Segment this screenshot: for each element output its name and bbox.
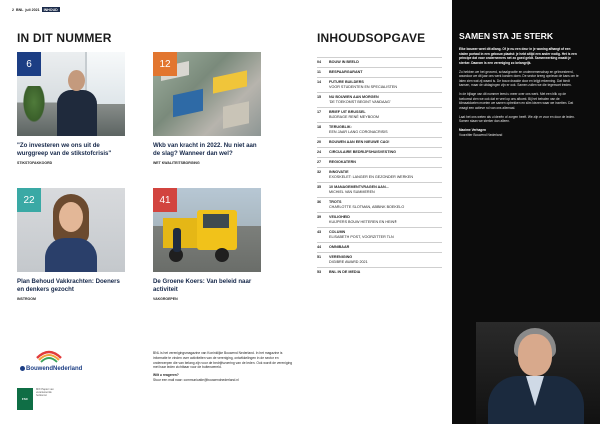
page-badge: 12 bbox=[153, 52, 177, 76]
logo-mark-icon bbox=[34, 346, 64, 364]
magazine-name: BNL bbox=[16, 7, 24, 12]
toc-item-subtitle: ELISABETH POST, VOORZITTER TLN bbox=[329, 235, 394, 240]
table-of-contents bbox=[317, 57, 442, 277]
feature-title: Wkb van kracht in 2022. Nu niet aan de slag? Wanneer dan wel? bbox=[153, 142, 257, 157]
toc-page-number: 36 bbox=[317, 200, 322, 205]
toc-item[interactable] bbox=[317, 92, 442, 107]
toc-item[interactable] bbox=[317, 67, 442, 77]
toc-page-number: 14 bbox=[317, 80, 322, 85]
toc-page-number: 04 bbox=[317, 60, 322, 65]
feature-card-1[interactable] bbox=[17, 52, 125, 165]
toc-page-number: 18 bbox=[317, 125, 322, 130]
toc-item[interactable] bbox=[317, 227, 442, 242]
toc-item-title: INNOVATIE bbox=[329, 170, 349, 175]
section-title-in-dit-nummer: IN DIT NUMMER bbox=[17, 31, 112, 45]
column-paragraph: Zo hebben we het gevoerd, schaalgrootte en ondernemerschap en geïnvesteerd, waardoor we dit jaar ons werk konden doen. De sector kreeg opnieuw de kans om te laten zien wat zij waard is. De bouw draaide door en krijgt erkenning. Dat biedt kansen, maar de uitdagingen zijn er ook. Samen zullen we die tegemoet treden. bbox=[459, 69, 579, 88]
toc-page-number: 53 bbox=[317, 270, 322, 275]
toc-item-title: 10 MANAGEMENTVRAGEN AAN... bbox=[329, 185, 389, 190]
column-paragraph: Laat het ons weten als u ideeën of zorgen heeft. We zijn er voor en door de leden. Samen staan we sterker dan alleen. bbox=[459, 114, 575, 124]
toc-item-subtitle: KUIJPERS BOUW HETEREN EN HEIN® bbox=[329, 220, 397, 225]
feature-title: De Groene Koers: Van beleid naar activiteit bbox=[153, 278, 252, 293]
toc-item-subtitle: VOOR STUDENTEN EN SPECIALISTEN bbox=[329, 85, 398, 90]
feature-title: "Zo investeren we ons uit de wurggreep van de stikstofcrisis" bbox=[17, 142, 112, 157]
toc-page-number: 17 bbox=[317, 110, 322, 115]
toc-item-subtitle: BIJDRAGE RENÉ MEYBOOM bbox=[329, 115, 379, 120]
toc-item[interactable] bbox=[317, 197, 442, 212]
toc-item[interactable] bbox=[317, 157, 442, 167]
toc-item[interactable] bbox=[317, 137, 442, 147]
toc-item[interactable] bbox=[317, 122, 442, 137]
colophon bbox=[153, 351, 293, 386]
feature-photo bbox=[17, 52, 125, 136]
toc-item-title: COLUMN bbox=[329, 230, 346, 235]
section-tag: INHOUD bbox=[43, 7, 58, 12]
toc-item-title: CIRCULAIRE BEDRIJFSHUISVESTING bbox=[329, 150, 396, 155]
page-badge: 41 bbox=[153, 188, 177, 212]
toc-item-subtitle: EXOSKELET: LANGER EN GEZONDER WERKEN bbox=[329, 175, 414, 180]
column-paragraph: In de bijlage van dit nummer leest u meer over ons werk. Met een blik op de toekomst zien we ook dat er veel op ons afkomt. Bij het behalen van de klimaatdoelen moeten we samen optrekken en slim kiezen waar we inzetten. Dat vraagt een actieve rol van ons allemaal. bbox=[459, 92, 574, 111]
toc-item[interactable] bbox=[317, 252, 442, 267]
toc-page-number: 44 bbox=[317, 245, 322, 250]
colophon-text: BNL is het verenigingsmagazine van Koninklijke Bouwend Nederland. In het magazine is informatie te vinden over activiteiten van de vereniging, ontwikkelingen in de sector en onderwerpen die van belang zijn voor de bedrijfsvoering van de leden. Ook wordt de vereniging met haar leden zichtbaar voor de buitenwereld. bbox=[153, 351, 293, 370]
feature-card-3[interactable] bbox=[17, 188, 125, 301]
toc-item[interactable] bbox=[317, 147, 442, 157]
toc-item-title: OMNIBAAR bbox=[329, 245, 350, 250]
page-number: 2 bbox=[12, 7, 14, 12]
bouwend-nederland-logo bbox=[20, 346, 90, 376]
logo-wordmark: BouwendNederland bbox=[26, 366, 83, 373]
toc-page-number: 51 bbox=[317, 255, 322, 260]
toc-item-title: FUTURE BUILDERS bbox=[329, 80, 364, 85]
column-body bbox=[459, 47, 579, 138]
feature-title: Plan Behoud Vakkrachten: Doeners en denkers gezocht bbox=[17, 278, 120, 293]
toc-item-subtitle: 'DE TOEKOMST BEGINT VANDAAG' bbox=[329, 100, 391, 105]
toc-item-title: VERENIGING bbox=[329, 255, 353, 260]
issue-date: juli 2021 bbox=[25, 7, 40, 12]
toc-page-number: 35 bbox=[317, 185, 322, 190]
toc-item-title: BRIEF UIT BRUSSEL bbox=[329, 110, 366, 115]
column-lead: Elke bouwer weet dit allang. Of je nu een deur in je woning afhangt of een stalen portaal in een gebouw plaatst: je hebt altijd een ander nodig. Het is een principe dat voor ondernemers net zo goed geldt. Samenwerking maakt je sterker. Daarom is een vereniging zo belangrijk. bbox=[459, 47, 577, 65]
toc-item-title: BESPAARGARANT bbox=[329, 70, 363, 75]
signature-role: Voorzitter Bouwend Nederland bbox=[459, 133, 503, 138]
feature-photo bbox=[153, 52, 261, 136]
feature-photo bbox=[153, 188, 261, 272]
toc-item-title: BOUW IN BEELD bbox=[329, 60, 359, 65]
toc-item-title: TERUGBLIK: bbox=[329, 125, 352, 130]
toc-item-subtitle: CHARLOTTE SLOTMAN, ABBINK BOEKELO bbox=[329, 205, 405, 210]
toc-item[interactable] bbox=[317, 107, 442, 122]
toc-item-title: TROTS bbox=[329, 200, 342, 205]
toc-page-number: 24 bbox=[317, 150, 322, 155]
fsc-logo: FSC bbox=[17, 388, 33, 410]
toc-item-title: VEILIGHEID bbox=[329, 215, 350, 220]
feature-category: WET KWALITEITSBORGING bbox=[153, 161, 200, 166]
toc-item-subtitle: MICHIEL VAN SUMMEREN bbox=[329, 190, 375, 195]
toc-item-subtitle: EEN JAAR LANG CORONACRISIS bbox=[329, 130, 388, 135]
toc-item[interactable] bbox=[317, 242, 442, 252]
feature-category: STIKSTOFAKKOORD bbox=[17, 161, 53, 166]
toc-item-title: BNL IN DE MEDIA bbox=[329, 270, 361, 275]
toc-item[interactable] bbox=[317, 167, 442, 182]
feature-card-4[interactable] bbox=[153, 188, 261, 301]
toc-item[interactable] bbox=[317, 267, 442, 277]
toc-page-number: 15 bbox=[317, 95, 322, 100]
toc-item-title: BOUWEN AAN EEN NIEUWE CAO! bbox=[329, 140, 390, 145]
toc-item[interactable] bbox=[317, 182, 442, 197]
running-head-left bbox=[12, 7, 60, 12]
feature-card-2[interactable] bbox=[153, 52, 261, 165]
feature-category: VAKGROEPEN bbox=[153, 297, 178, 302]
column-title: SAMEN STA JE STERK bbox=[459, 31, 554, 41]
feature-category: INSTROOM bbox=[17, 297, 36, 302]
signature-name: Maxime Verhagen bbox=[459, 127, 486, 132]
toc-item[interactable] bbox=[317, 57, 442, 67]
section-title-inhoudsopgave: INHOUDSOPGAVE bbox=[317, 31, 426, 45]
colophon-question: Wilt u reageren? bbox=[153, 373, 179, 378]
toc-page-number: 43 bbox=[317, 230, 322, 235]
toc-item[interactable] bbox=[317, 77, 442, 92]
toc-page-number: 20 bbox=[317, 140, 322, 145]
colophon-contact[interactable]: Stuur een mail naar: communicatie@bouwendnederland.nl bbox=[153, 378, 239, 383]
toc-item-title: NU BOUWEN AAN MORGEN bbox=[329, 95, 379, 100]
toc-page-number: 32 bbox=[317, 170, 322, 175]
feature-photo bbox=[17, 188, 125, 272]
toc-item-subtitle: DIGIBRE AWARD 2021 bbox=[329, 260, 368, 265]
toc-page-number: 39 bbox=[317, 215, 322, 220]
toc-item-title: REGIOKATERN bbox=[329, 160, 356, 165]
page-badge: 22 bbox=[17, 188, 41, 212]
toc-page-number: 11 bbox=[317, 70, 321, 75]
page-badge: 6 bbox=[17, 52, 41, 76]
toc-item[interactable] bbox=[317, 212, 442, 227]
author-portrait bbox=[476, 322, 600, 424]
fsc-note: MIX Papier van verantwoorde herkomst bbox=[36, 388, 54, 398]
toc-page-number: 27 bbox=[317, 160, 322, 165]
